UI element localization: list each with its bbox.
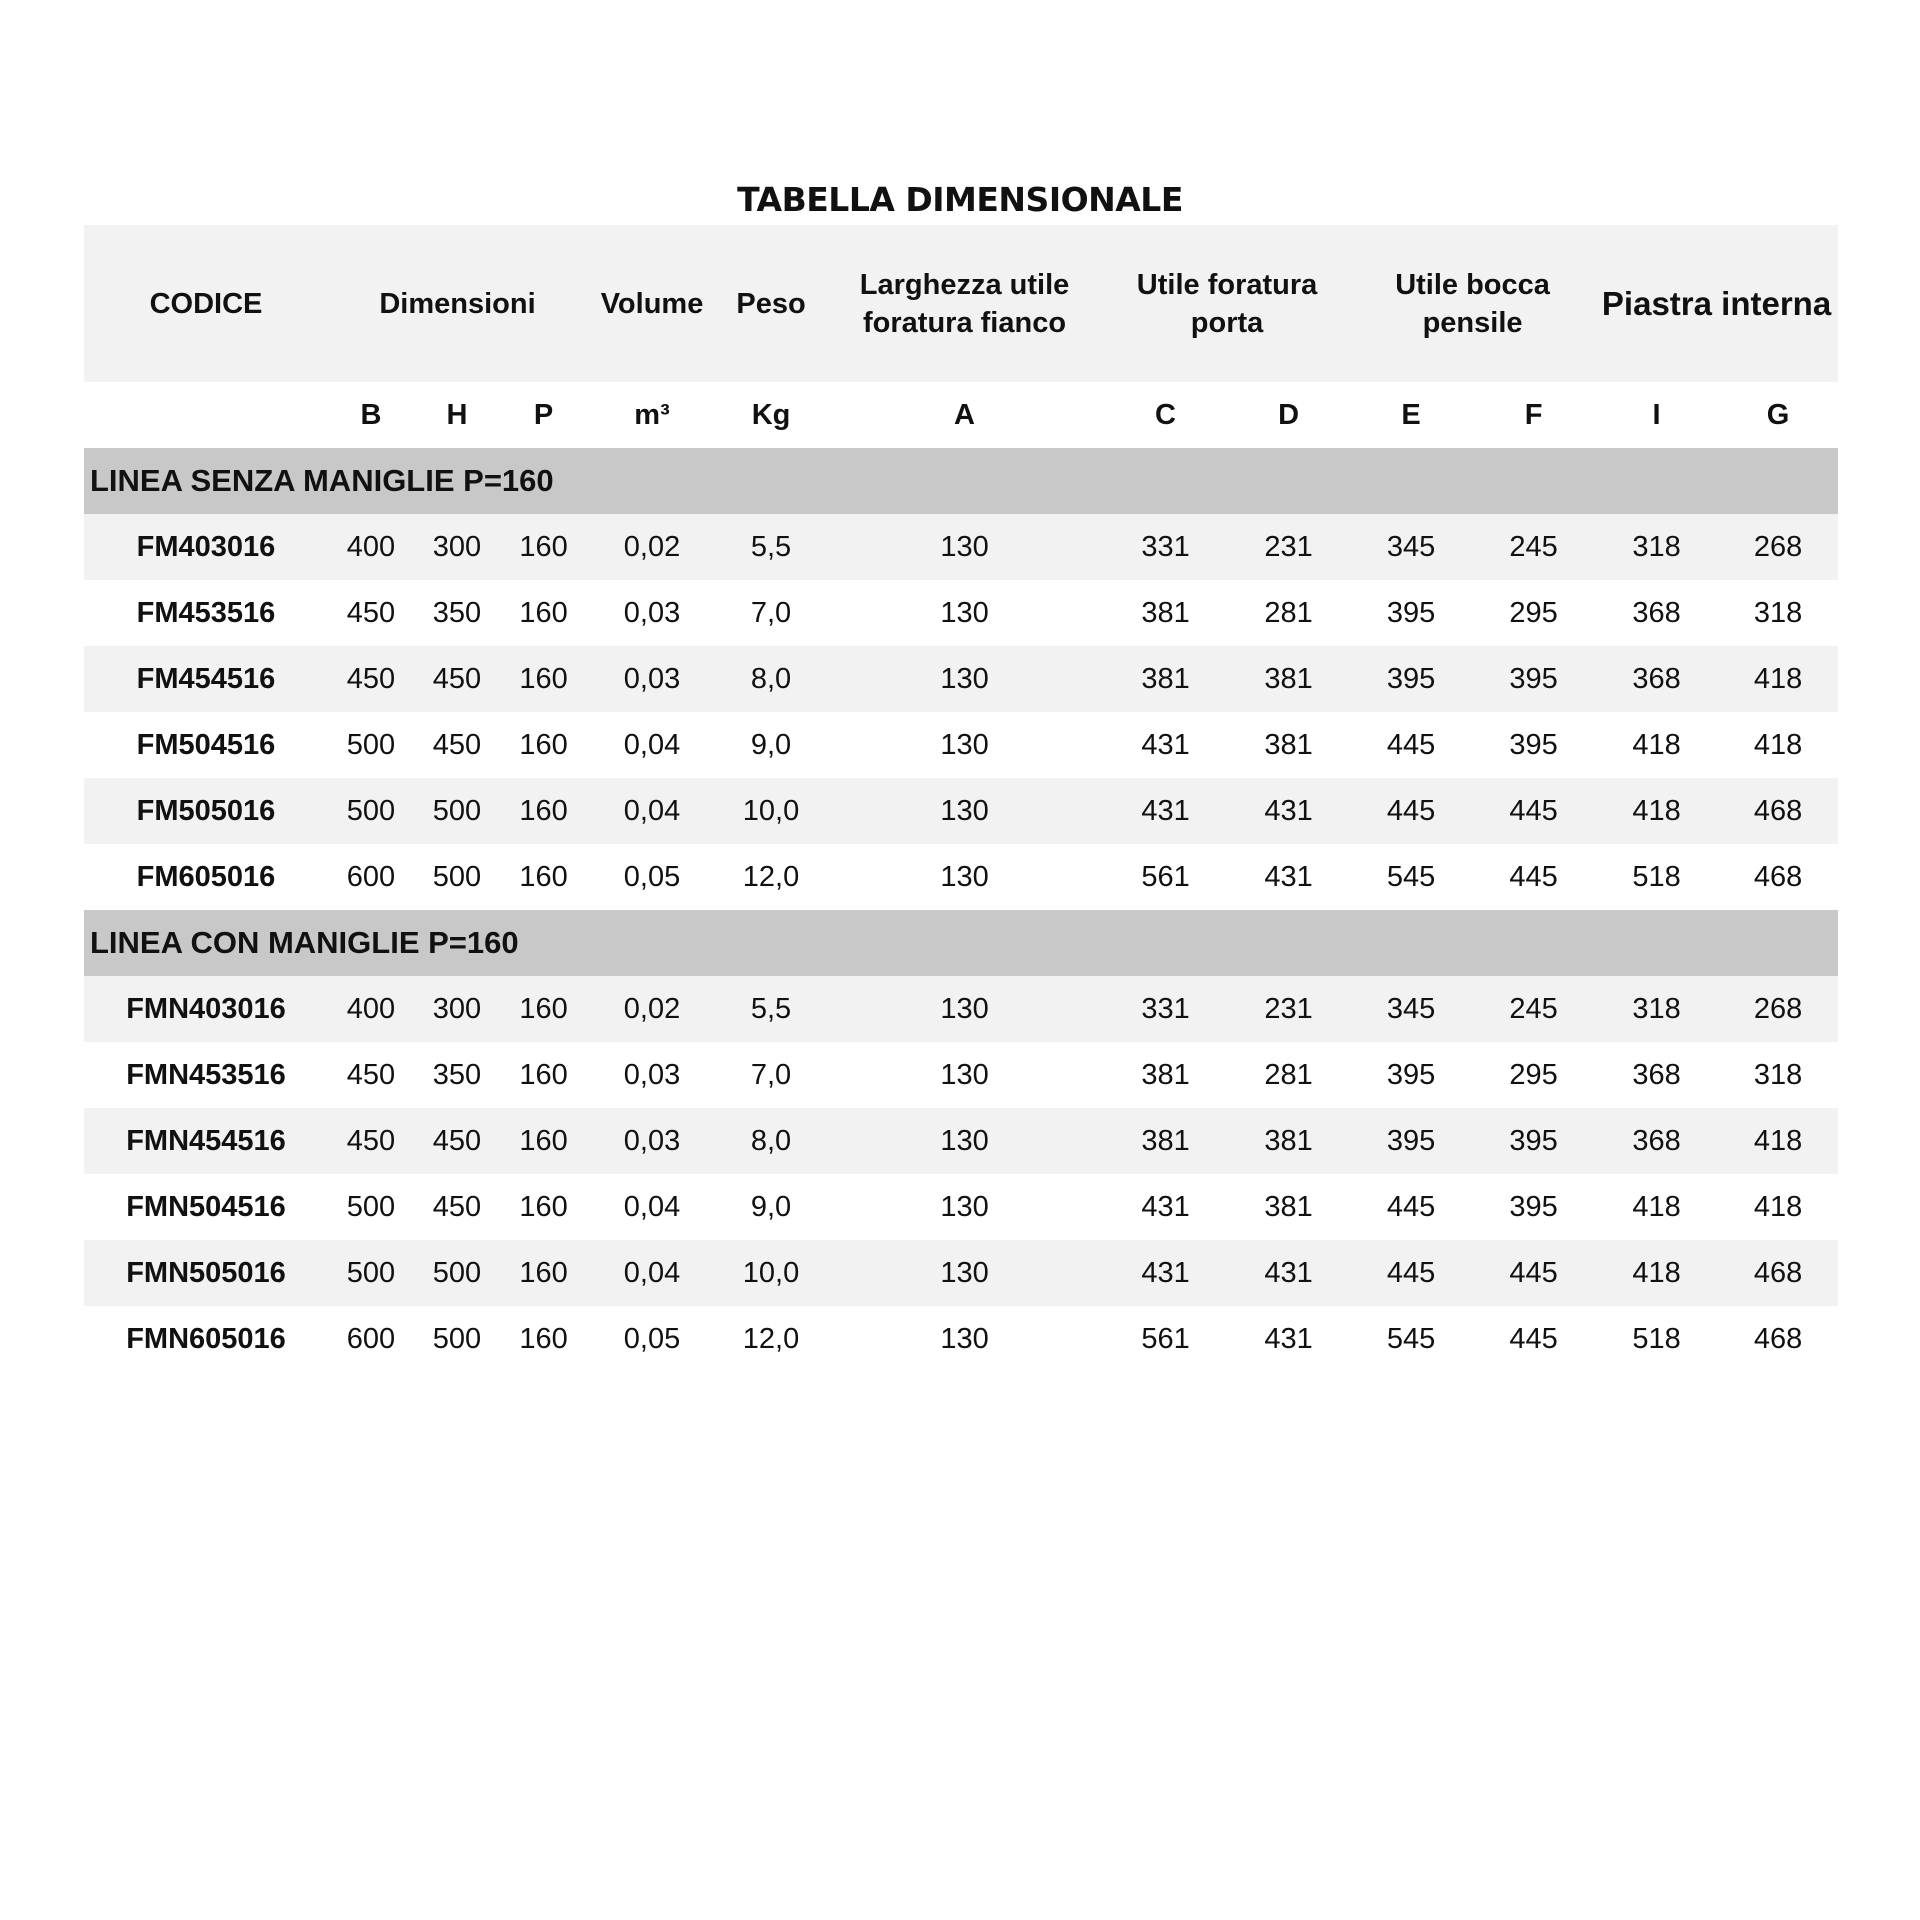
section-label: LINEA CON MANIGLIE P=160 [90, 925, 519, 960]
table-cell: 231 [1264, 530, 1313, 563]
header-row [84, 225, 1838, 382]
table-cell: 245 [1509, 992, 1558, 1025]
table-cell: 395 [1386, 1058, 1436, 1091]
table-cell: 160 [519, 1124, 568, 1157]
table-cell: 281 [1264, 1058, 1313, 1091]
table-row [84, 712, 1838, 778]
table-cell: 468 [1753, 860, 1803, 893]
table-cell: 160 [519, 1322, 568, 1355]
table-cell: 381 [1264, 1190, 1313, 1223]
table-cell: 9,0 [750, 1190, 792, 1223]
table-cell: 450 [346, 596, 396, 629]
table-cell: 431 [1264, 1256, 1313, 1289]
table-cell: 295 [1509, 1058, 1558, 1091]
table-cell: 0,03 [623, 662, 681, 695]
table-cell: 445 [1386, 794, 1436, 827]
table-cell: 350 [432, 596, 482, 629]
table-cell: 130 [940, 1322, 989, 1355]
table-row [84, 514, 1838, 580]
table-cell: 450 [346, 1058, 396, 1091]
table-cell: 350 [432, 1058, 482, 1091]
table-cell: 561 [1141, 860, 1190, 893]
product-code-cell: FMN453516 [126, 1058, 286, 1091]
table-cell: 368 [1632, 1058, 1681, 1091]
table-cell: 500 [432, 1256, 482, 1289]
table-cell: 268 [1753, 992, 1803, 1025]
table-cell: 130 [940, 1058, 989, 1091]
product-code-cell: FM453516 [136, 596, 276, 629]
product-code-cell: FMN605016 [126, 1322, 286, 1355]
table-cell: 395 [1509, 728, 1558, 761]
header-piastra-interna: Piastra interna [1601, 284, 1832, 322]
table-cell: 431 [1141, 1190, 1190, 1223]
table-cell: 500 [346, 1256, 396, 1289]
table-cell: 160 [519, 662, 568, 695]
table-cell: 268 [1753, 530, 1803, 563]
header-codice: CODICE [149, 287, 263, 320]
product-code-cell: FM605016 [136, 860, 276, 893]
product-code-cell: FMN504516 [126, 1190, 286, 1223]
table-body [84, 448, 1838, 1372]
table-cell: 500 [346, 728, 396, 761]
table-cell: 318 [1753, 1058, 1803, 1091]
table-cell: 130 [940, 662, 989, 695]
table-cell: 345 [1386, 530, 1436, 563]
table-cell: 10,0 [742, 794, 800, 827]
table-cell: 0,02 [623, 992, 681, 1025]
header-larghezza-line2: foratura fianco [863, 306, 1067, 339]
table-cell: 130 [940, 1124, 989, 1157]
table-cell: 445 [1509, 1322, 1558, 1355]
product-code-cell: FMN454516 [126, 1124, 286, 1157]
table-cell: 318 [1753, 596, 1803, 629]
table-cell: 395 [1509, 1190, 1558, 1223]
header-utile-bocca [1350, 225, 1595, 382]
table-cell: 395 [1386, 596, 1436, 629]
header-bocca-line1: Utile bocca [1395, 268, 1550, 301]
table-row [84, 778, 1838, 844]
header-bocca-line2: pensile [1422, 306, 1523, 339]
table-cell: 381 [1264, 1124, 1313, 1157]
table-row [84, 580, 1838, 646]
table-cell: 445 [1386, 728, 1436, 761]
table-cell: 318 [1632, 992, 1681, 1025]
table-cell: 5,5 [750, 530, 792, 563]
header-foratura-line1: Utile foratura [1136, 268, 1318, 301]
table-cell: 12,0 [742, 1322, 800, 1355]
subheader-kg: Kg [751, 398, 791, 431]
product-code-cell: FM454516 [136, 662, 276, 695]
product-code-cell: FM403016 [136, 530, 276, 563]
subheader-empty [84, 382, 328, 448]
table-cell: 500 [432, 1322, 482, 1355]
table-cell: 450 [432, 728, 482, 761]
subheader-b: B [360, 398, 382, 431]
table-cell: 381 [1264, 662, 1313, 695]
table-cell: 0,04 [623, 794, 681, 827]
subheader-e: E [1401, 398, 1421, 431]
table-cell: 10,0 [742, 1256, 800, 1289]
table-cell: 281 [1264, 596, 1313, 629]
table-cell: 395 [1386, 662, 1436, 695]
table-cell: 130 [940, 728, 989, 761]
table-cell: 245 [1509, 530, 1558, 563]
header-peso: Peso [736, 287, 806, 320]
table-cell: 130 [940, 860, 989, 893]
section-row [84, 910, 1838, 976]
table-cell: 9,0 [750, 728, 792, 761]
table-cell: 0,05 [623, 860, 681, 893]
table-cell: 600 [346, 860, 396, 893]
product-code-cell: FMN403016 [126, 992, 286, 1025]
table-cell: 381 [1264, 728, 1313, 761]
table-cell: 500 [346, 1190, 396, 1223]
header-utile-foratura [1104, 225, 1350, 382]
table-cell: 0,02 [623, 530, 681, 563]
table-cell: 0,04 [623, 1190, 681, 1223]
subheader-f: F [1524, 398, 1543, 431]
subheader-row [84, 382, 1838, 448]
table-cell: 368 [1632, 596, 1681, 629]
table-row [84, 1240, 1838, 1306]
table-cell: 381 [1141, 662, 1190, 695]
table-cell: 450 [346, 662, 396, 695]
table-cell: 160 [519, 596, 568, 629]
subheader-p: P [533, 398, 554, 431]
table-cell: 295 [1509, 596, 1558, 629]
table-cell: 395 [1386, 1124, 1436, 1157]
table-title: TABELLA DIMENSIONALE [737, 180, 1183, 219]
subheader-a: A [954, 398, 975, 431]
table-cell: 318 [1632, 530, 1681, 563]
table-cell: 450 [432, 1190, 482, 1223]
table-cell: 418 [1632, 1256, 1681, 1289]
table-cell: 381 [1141, 596, 1190, 629]
header-dimensioni: Dimensioni [379, 287, 536, 320]
subheader-g: G [1766, 398, 1790, 431]
table-cell: 445 [1509, 860, 1558, 893]
table-cell: 0,04 [623, 728, 681, 761]
product-code-cell: FMN505016 [126, 1256, 286, 1289]
table-cell: 395 [1509, 1124, 1558, 1157]
subheader-h: H [446, 398, 468, 431]
table-cell: 431 [1264, 860, 1313, 893]
table-cell: 0,04 [623, 1256, 681, 1289]
table-cell: 431 [1141, 728, 1190, 761]
table-cell: 160 [519, 1256, 568, 1289]
table-cell: 418 [1632, 794, 1681, 827]
table-cell: 331 [1141, 992, 1190, 1025]
product-code-cell: FM505016 [136, 794, 276, 827]
table-cell: 400 [346, 992, 396, 1025]
table-cell: 368 [1632, 662, 1681, 695]
header-larghezza-utile [825, 225, 1104, 382]
table-cell: 130 [940, 794, 989, 827]
table-cell: 500 [432, 794, 482, 827]
table-cell: 445 [1509, 1256, 1558, 1289]
table-cell: 450 [432, 662, 482, 695]
section-row [84, 448, 1838, 514]
table-cell: 368 [1632, 1124, 1681, 1157]
header-foratura-line2: porta [1190, 306, 1264, 339]
header-volume: Volume [600, 287, 704, 320]
subheader-c: C [1155, 398, 1176, 431]
table-cell: 381 [1141, 1124, 1190, 1157]
table-cell: 130 [940, 1256, 989, 1289]
table-cell: 600 [346, 1322, 396, 1355]
table-cell: 418 [1753, 728, 1803, 761]
table-cell: 130 [940, 596, 989, 629]
table-row [84, 1174, 1838, 1240]
table-row [84, 1108, 1838, 1174]
table-cell: 418 [1632, 1190, 1681, 1223]
table-row [84, 976, 1838, 1042]
table-cell: 0,03 [623, 1058, 681, 1091]
subheader-d: D [1278, 398, 1300, 431]
table-row [84, 646, 1838, 712]
table-cell: 231 [1264, 992, 1313, 1025]
product-code-cell: FM504516 [136, 728, 276, 761]
table-cell: 468 [1753, 1256, 1803, 1289]
table-cell: 561 [1141, 1322, 1190, 1355]
table-cell: 8,0 [750, 662, 792, 695]
table-cell: 418 [1632, 728, 1681, 761]
table-cell: 381 [1141, 1058, 1190, 1091]
table-cell: 130 [940, 1190, 989, 1223]
table-cell: 300 [432, 530, 482, 563]
table-cell: 300 [432, 992, 482, 1025]
table-cell: 331 [1141, 530, 1190, 563]
table-cell: 431 [1264, 794, 1313, 827]
table-cell: 500 [432, 860, 482, 893]
section-label: LINEA SENZA MANIGLIE P=160 [90, 463, 554, 498]
table-cell: 445 [1509, 794, 1558, 827]
dimension-table [84, 225, 1838, 1372]
table-cell: 418 [1753, 1190, 1803, 1223]
table-cell: 12,0 [742, 860, 800, 893]
table-cell: 450 [346, 1124, 396, 1157]
table-cell: 431 [1264, 1322, 1313, 1355]
table-cell: 431 [1141, 794, 1190, 827]
table-cell: 468 [1753, 1322, 1803, 1355]
table-cell: 160 [519, 728, 568, 761]
table-cell: 431 [1141, 1256, 1190, 1289]
table-cell: 160 [519, 1058, 568, 1091]
table-cell: 0,03 [623, 596, 681, 629]
table-cell: 468 [1753, 794, 1803, 827]
table-row [84, 844, 1838, 910]
table-cell: 518 [1632, 860, 1681, 893]
subheader-m3: m³ [634, 398, 670, 431]
table-row [84, 1306, 1838, 1372]
table-row [84, 1042, 1838, 1108]
table-cell: 545 [1386, 860, 1436, 893]
subheader-i: I [1652, 398, 1661, 431]
table-cell: 160 [519, 860, 568, 893]
table-cell: 7,0 [750, 1058, 792, 1091]
table-cell: 7,0 [750, 596, 792, 629]
table-cell: 8,0 [750, 1124, 792, 1157]
table-cell: 130 [940, 530, 989, 563]
table-cell: 545 [1386, 1322, 1436, 1355]
table-cell: 450 [432, 1124, 482, 1157]
table-cell: 500 [346, 794, 396, 827]
table-cell: 160 [519, 530, 568, 563]
table-cell: 5,5 [750, 992, 792, 1025]
table-cell: 418 [1753, 1124, 1803, 1157]
table-cell: 445 [1386, 1256, 1436, 1289]
table-cell: 345 [1386, 992, 1436, 1025]
table-cell: 445 [1386, 1190, 1436, 1223]
table-cell: 0,03 [623, 1124, 681, 1157]
header-larghezza-line1: Larghezza utile [859, 268, 1070, 301]
table-cell: 160 [519, 1190, 568, 1223]
table-cell: 160 [519, 794, 568, 827]
table-cell: 400 [346, 530, 396, 563]
table-cell: 518 [1632, 1322, 1681, 1355]
table-cell: 395 [1509, 662, 1558, 695]
table-cell: 130 [940, 992, 989, 1025]
table-cell: 418 [1753, 662, 1803, 695]
table-cell: 160 [519, 992, 568, 1025]
table-cell: 0,05 [623, 1322, 681, 1355]
